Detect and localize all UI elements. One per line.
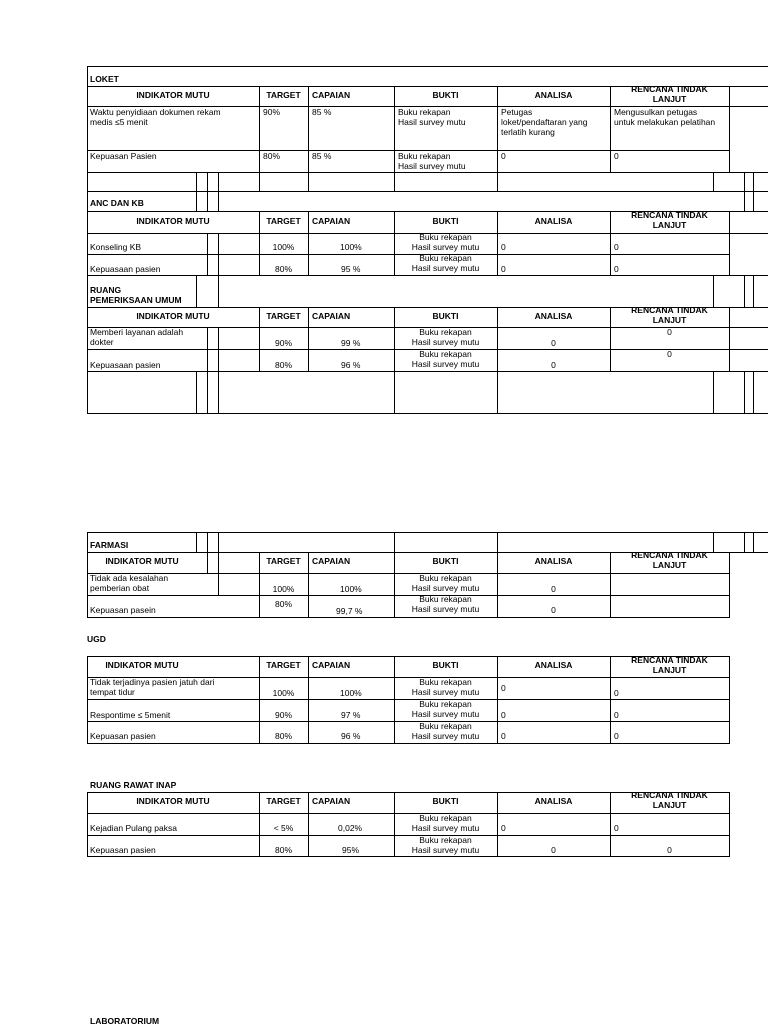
capaian-cell: 96 % (341, 731, 361, 741)
header-bukti: BUKTI (432, 311, 459, 321)
rtl-cell: 0 (667, 327, 672, 337)
analisa-cell: 0 (501, 242, 506, 252)
analisa-cell: 0 (551, 584, 556, 594)
section-title-umum: RUANG (90, 285, 122, 295)
header-analisa: ANALISA (534, 216, 573, 226)
bukti-cell: Buku rekapan (398, 151, 451, 161)
header-indikator: INDIKATOR MUTU (136, 90, 210, 100)
rtl-cell: 0 (614, 710, 619, 720)
target-cell: 80% (274, 599, 292, 609)
analisa-cell: 0 (501, 264, 506, 274)
analisa-cell: 0 (501, 151, 506, 161)
analisa-cell: loket/pendaftaran yang (501, 117, 588, 127)
header-indikator: INDIKATOR MUTU (136, 216, 210, 226)
header-rtl: RENCANA TINDAK (631, 550, 708, 560)
bukti-cell: Buku rekapan (419, 835, 472, 845)
capaian-cell: 100% (340, 242, 362, 252)
bukti-cell: Buku rekapan (398, 107, 451, 117)
header-target: TARGET (266, 216, 301, 226)
bukti-cell: Hasil survey mutu (411, 709, 480, 719)
analisa-cell: 0 (551, 360, 556, 370)
indikator-cell: medis ≤5 menit (90, 117, 148, 127)
header-rtl: RENCANA TINDAK (631, 84, 708, 94)
bukti-cell: Buku rekapan (419, 573, 472, 583)
indikator-cell: Waktu penyidiaan dokumen rekam (90, 107, 221, 117)
rtl-cell: 0 (614, 151, 619, 161)
capaian-cell: 95% (342, 845, 360, 855)
rtl-cell: 0 (614, 688, 619, 698)
rtl-cell: 0 (667, 349, 672, 359)
target-cell: 80% (274, 731, 292, 741)
indikator-cell: Kepuasan pasein (90, 605, 156, 615)
bukti-cell: Hasil survey mutu (411, 359, 480, 369)
indikator-cell: Tidak ada kesalahan (90, 573, 169, 583)
header-capaian: CAPAIAN (312, 660, 351, 670)
section-title-loket: LOKET (90, 74, 119, 84)
indikator-cell: Kepuasaan pasien (90, 360, 161, 370)
header-capaian: CAPAIAN (312, 90, 351, 100)
capaian-cell: 100% (340, 688, 362, 698)
capaian-cell: 100% (340, 584, 362, 594)
analisa-cell: 0 (551, 338, 556, 348)
capaian-cell: 85 % (312, 151, 332, 161)
indikator-cell: Kejadian Pulang paksa (90, 823, 177, 833)
indikator-cell: Respontime ≤ 5menit (90, 710, 171, 720)
target-cell: 90% (263, 107, 281, 117)
bukti-cell: Hasil survey mutu (411, 823, 480, 833)
header-analisa: ANALISA (534, 660, 573, 670)
bukti-cell: Hasil survey mutu (411, 604, 480, 614)
rtl-cell: 0 (667, 845, 672, 855)
header-bukti: BUKTI (432, 660, 459, 670)
header-capaian: CAPAIAN (312, 216, 351, 226)
header-target: TARGET (266, 90, 301, 100)
header-rtl: LANJUT (652, 560, 687, 570)
section-title-laboratorium: LABORATORIUM (90, 1016, 160, 1026)
indikator-cell: Tidak terjadinya pasien jatuh dari (90, 677, 215, 687)
bukti-cell: Hasil survey mutu (398, 161, 466, 171)
capaian-cell: 96 % (341, 360, 361, 370)
header-target: TARGET (266, 311, 301, 321)
analisa-cell: 0 (551, 845, 556, 855)
capaian-cell: 97 % (341, 710, 361, 720)
header-rtl: RENCANA TINDAK (631, 655, 708, 665)
capaian-cell: 99 % (341, 338, 361, 348)
target-cell: 80% (263, 151, 281, 161)
section-title-rawat-inap: RUANG RAWAT INAP (90, 780, 177, 790)
target-cell: 100% (272, 242, 295, 252)
bukti-cell: Hasil survey mutu (411, 242, 480, 252)
header-bukti: BUKTI (432, 90, 459, 100)
target-cell: 90% (274, 338, 292, 348)
header-target: TARGET (266, 556, 301, 566)
section-title-ugd: UGD (87, 634, 106, 644)
bukti-cell: Buku rekapan (419, 349, 472, 359)
bukti-cell: Buku rekapan (419, 232, 472, 242)
header-rtl: RENCANA TINDAK (631, 210, 708, 220)
rtl-cell: 0 (614, 823, 619, 833)
header-indikator: INDIKATOR MUTU (136, 796, 210, 806)
indikator-cell: Kepuasaan pasien (90, 264, 161, 274)
bukti-cell: Hasil survey mutu (411, 731, 480, 741)
header-analisa: ANALISA (534, 556, 573, 566)
target-cell: < 5% (273, 823, 294, 833)
header-capaian: CAPAIAN (312, 556, 351, 566)
header-indikator: INDIKATOR MUTU (105, 556, 179, 566)
header-target: TARGET (266, 796, 301, 806)
bukti-cell: Hasil survey mutu (411, 263, 480, 273)
rtl-cell: Mengusulkan petugas (614, 107, 698, 117)
bukti-cell: Hasil survey mutu (411, 583, 480, 593)
header-rtl: LANJUT (652, 665, 687, 675)
indikator-cell: Kepuasan pasien (90, 845, 156, 855)
target-cell: 80% (274, 264, 292, 274)
bukti-cell: Buku rekapan (419, 813, 472, 823)
capaian-cell: 0,02% (338, 823, 363, 833)
analisa-cell: 0 (501, 731, 506, 741)
target-cell: 80% (274, 360, 292, 370)
rtl-cell: untuk melakukan pelatihan (614, 117, 716, 127)
bukti-cell: Buku rekapan (419, 699, 472, 709)
target-cell: 100% (272, 584, 295, 594)
bukti-cell: Hasil survey mutu (411, 337, 480, 347)
header-indikator: INDIKATOR MUTU (136, 311, 210, 321)
rtl-cell: 0 (614, 242, 619, 252)
header-bukti: BUKTI (432, 796, 459, 806)
bukti-cell: Buku rekapan (419, 677, 472, 687)
header-rtl: LANJUT (652, 315, 687, 325)
header-capaian: CAPAIAN (312, 796, 351, 806)
analisa-cell: 0 (501, 710, 506, 720)
analisa-cell: Petugas (501, 107, 533, 117)
indikator-cell: Kepuasan pasien (90, 731, 156, 741)
header-analisa: ANALISA (534, 311, 573, 321)
indikator-cell: pemberian obat (90, 583, 150, 593)
section-title-umum: PEMERIKSAAN UMUM (90, 295, 182, 305)
indikator-cell: Memberi layanan adalah (90, 327, 184, 337)
indikator-cell: dokter (90, 337, 114, 347)
header-bukti: BUKTI (432, 216, 459, 226)
analisa-cell: 0 (501, 823, 506, 833)
bukti-cell: Hasil survey mutu (411, 845, 480, 855)
analisa-cell: terlatih kurang (501, 127, 555, 137)
indikator-cell: tempat tidur (90, 687, 135, 697)
capaian-cell: 95 % (341, 264, 361, 274)
bukti-cell: Buku rekapan (419, 253, 472, 263)
header-bukti: BUKTI (432, 556, 459, 566)
header-rtl: RENCANA TINDAK (631, 305, 708, 315)
bukti-cell: Buku rekapan (419, 594, 472, 604)
bukti-cell: Buku rekapan (419, 721, 472, 731)
rtl-cell: 0 (614, 264, 619, 274)
header-target: TARGET (266, 660, 301, 670)
section-title-farmasi: FARMASI (90, 540, 129, 550)
capaian-cell: 99,7 % (336, 606, 363, 616)
header-indikator: INDIKATOR MUTU (105, 660, 179, 670)
target-cell: 100% (272, 688, 295, 698)
target-cell: 90% (274, 710, 292, 720)
header-analisa: ANALISA (534, 90, 573, 100)
target-cell: 80% (274, 845, 292, 855)
analisa-cell: 0 (551, 605, 556, 615)
header-rtl: RENCANA TINDAK (631, 790, 708, 800)
header-capaian: CAPAIAN (312, 311, 351, 321)
bukti-cell: Hasil survey mutu (398, 117, 466, 127)
rtl-cell: 0 (614, 731, 619, 741)
section-title-anc-kb: ANC DAN KB (90, 198, 144, 208)
header-analisa: ANALISA (534, 796, 573, 806)
indikator-cell: Konseling KB (90, 242, 142, 252)
bukti-cell: Hasil survey mutu (411, 687, 480, 697)
capaian-cell: 85 % (312, 107, 332, 117)
header-rtl: LANJUT (652, 800, 687, 810)
analisa-cell: 0 (501, 683, 506, 693)
header-rtl: LANJUT (652, 94, 687, 104)
indikator-cell: Kepuasan Pasien (90, 151, 157, 161)
header-rtl: LANJUT (652, 220, 687, 230)
bukti-cell: Buku rekapan (419, 327, 472, 337)
